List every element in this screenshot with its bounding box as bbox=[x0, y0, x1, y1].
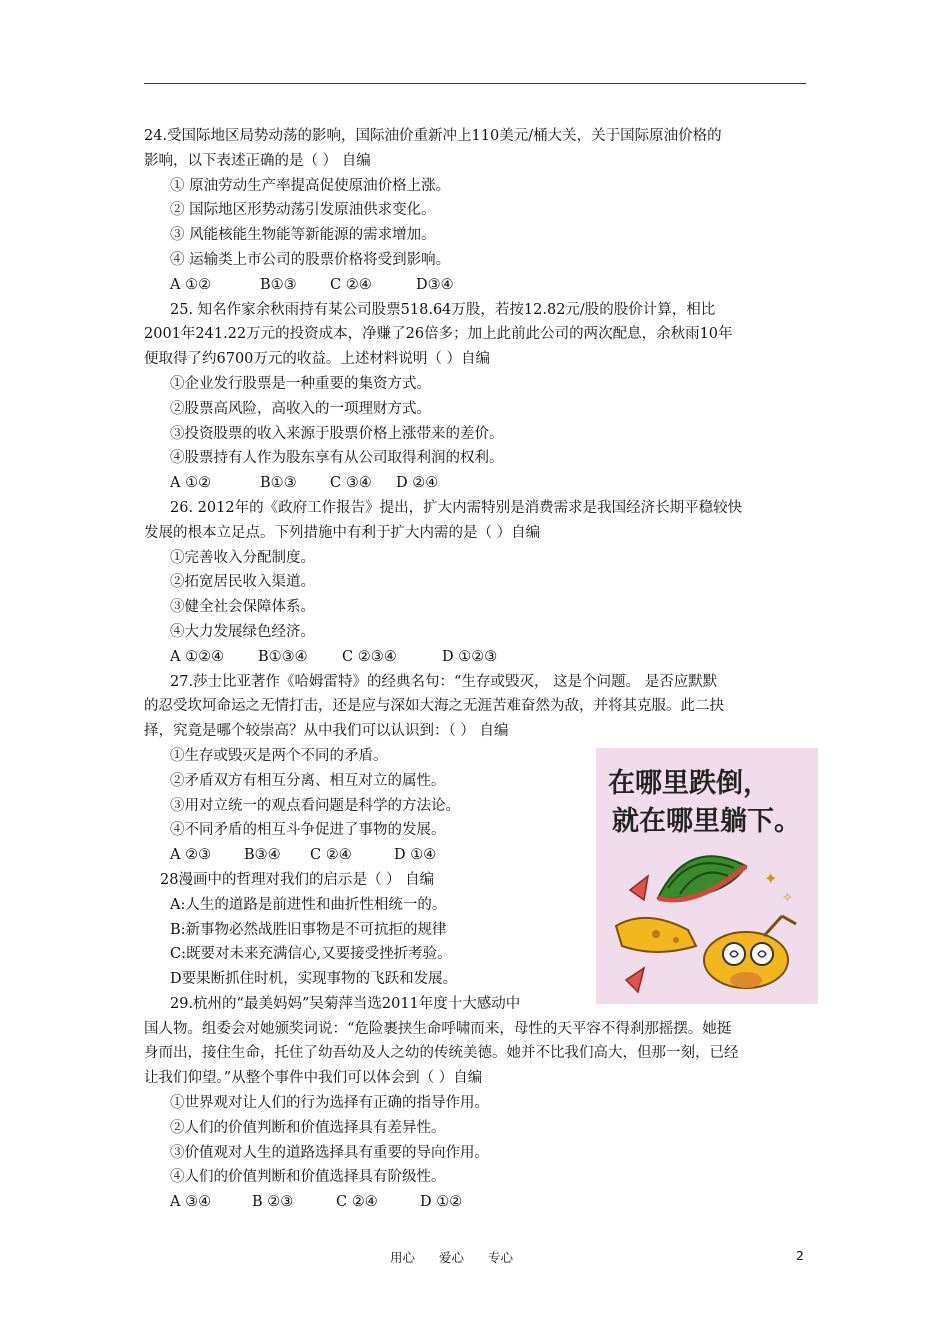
q28-stem: 28漫画中的哲理对我们的启示是（ ） 自编 bbox=[160, 871, 435, 888]
q25-option-2: ②股票高风险，高收入的一项理财方式。 bbox=[170, 400, 431, 417]
q25-stem-line-3: 便取得了约6700万元的收益。上述材料说明（ ）自编 bbox=[144, 351, 491, 368]
q29-answer-d: D ①② bbox=[420, 1194, 463, 1211]
q28-option-a: A:人生的道路是前进性和曲折性相统一的。 bbox=[170, 896, 447, 913]
q29-answer-c: C ②④ bbox=[336, 1194, 378, 1211]
watermelon-icon bbox=[658, 856, 746, 900]
question-list bbox=[144, 124, 806, 1215]
q26-answer-b: B①③④ bbox=[258, 648, 308, 665]
q26-stem-line-2: 发展的根本立足点。下列措施中有利于扩大内需的是（ ）自编 bbox=[144, 524, 541, 541]
q25-option-3: ③投资股票的收入来源于股票价格上涨带来的差价。 bbox=[170, 425, 504, 442]
q24-option-1: ① 原油劳动生产率提高促使原油价格上涨。 bbox=[170, 177, 451, 194]
q27-stem-line-2: 的忍受坎坷命运之无情打击，还是应与深如大海之无涯苦难奋然为敌，并将其克服。此二抉 bbox=[144, 698, 724, 715]
q26-answer-c: C ②③④ bbox=[342, 648, 397, 665]
q24-answer-a: A ①② bbox=[170, 276, 212, 293]
q29-option-1: ①世界观对让人们的行为选择有正确的指导作用。 bbox=[170, 1095, 489, 1112]
q24-stem-line-2: 影响，以下表述正确的是（ ） 自编 bbox=[144, 152, 371, 169]
q24-answer-d: D③④ bbox=[416, 276, 454, 293]
q25-answers bbox=[144, 471, 806, 496]
q29-option-2: ②人们的价值判断和价值选择具有差异性。 bbox=[170, 1119, 446, 1136]
q25-option-4: ④股票持有人作为股东享有从公司取得利润的权利。 bbox=[170, 450, 504, 467]
q27-option-1: ①生存或毁灭是两个不同的矛盾。 bbox=[170, 747, 388, 764]
cartoon-caption-1: 在哪里跌倒， bbox=[608, 768, 770, 799]
q25-answer-d: D ②④ bbox=[396, 475, 439, 492]
cartoon-illustration bbox=[596, 748, 818, 1004]
q29-answer-b: B ②③ bbox=[252, 1194, 294, 1211]
q26-answer-d: D ①②③ bbox=[442, 648, 498, 665]
q29-stem-line-3: 身而出，接住生命，托住了幼吾幼及人之幼的传统美德。她并不比我们高大，但那一刻，已经 bbox=[144, 1045, 739, 1062]
footer-motto: 用心 爱心 专心 bbox=[390, 1250, 513, 1265]
q29-option-4: ④人们的价值判断和价值选择具有阶级性。 bbox=[170, 1169, 446, 1186]
q25-answer-b: B①③ bbox=[260, 475, 297, 492]
q29-answer-a: A ③④ bbox=[170, 1194, 212, 1211]
page-number: 2 bbox=[796, 1248, 804, 1263]
q29-answers bbox=[144, 1190, 806, 1215]
q27-option-4: ④不同矛盾的相互斗争促进了事物的发展。 bbox=[170, 822, 446, 839]
q26-option-1: ①完善收入分配制度。 bbox=[170, 549, 315, 566]
q27-stem-line-3: 择，究竟是哪个较崇高？从中我们可以认识到：（ ） 自编 bbox=[144, 723, 509, 740]
q27-answer-b: B③④ bbox=[244, 847, 281, 864]
q28-option-c: C:既要对未来充满信心,又要接受挫折考验。 bbox=[170, 946, 452, 963]
q25-stem-line-2: 2001年241.22万元的投资成本，净赚了26倍多；加上此前此公司的两次配息，余秋雨10年 bbox=[144, 326, 733, 343]
q24-option-4: ④ 运输类上市公司的股票价格将受到影响。 bbox=[170, 251, 451, 268]
cartoon-caption-2: 就在哪里躺下。 bbox=[612, 806, 801, 837]
giraffe-icon bbox=[616, 916, 796, 988]
q26-option-2: ②拓宽居民收入渠道。 bbox=[170, 574, 315, 591]
q27-answer-c: C ②④ bbox=[310, 847, 352, 864]
cartoon-drawing bbox=[596, 748, 818, 1004]
star-icon: ✧ bbox=[782, 891, 793, 906]
q25-option-1: ①企业发行股票是一种重要的集资方式。 bbox=[170, 375, 431, 392]
q27-answer-a: A ②③ bbox=[170, 847, 212, 864]
q24-answer-c: C ②④ bbox=[330, 276, 372, 293]
q26-option-3: ③健全社会保障体系。 bbox=[170, 599, 315, 616]
q27-answer-d: D ①④ bbox=[394, 847, 437, 864]
q29-stem-line-2: 国人物。组委会对她颁奖词说：“危险裹挟生命呼啸而来，母性的天平容不得刹那摇摆。她挺 bbox=[144, 1020, 732, 1037]
q24-stem-line-1: 24.受国际地区局势动荡的影响，国际油价重新冲上110美元/桶大关，关于国际原油价格的 bbox=[144, 128, 722, 144]
melon-slice-icon bbox=[630, 876, 648, 900]
q29-stem-line-1: 29.杭州的“最美妈妈”吴菊萍当选2011年度十大感动中 bbox=[170, 995, 521, 1012]
q27-option-2: ②矛盾双方有相互分离、相互对立的属性。 bbox=[170, 772, 446, 789]
q25-answer-c: C ③④ bbox=[330, 475, 372, 492]
q26-option-4: ④大力发展绿色经济。 bbox=[170, 623, 315, 640]
q25-stem-line-1: 25. 知名作家余秋雨持有某公司股票518.64万股，若按12.82元/股的股价计算，相比 bbox=[170, 301, 716, 318]
star-icon: ✦ bbox=[764, 869, 778, 888]
q27-answers bbox=[144, 843, 615, 868]
q28-option-d: D要果断抓住时机，实现事物的飞跃和发展。 bbox=[170, 971, 458, 988]
q27-stem-line-1: 27.莎士比亚著作《哈姆雷特》的经典名句：“生存或毁灭， 这是个问题。 是否应默默 bbox=[170, 673, 718, 690]
page-footer bbox=[0, 1248, 950, 1268]
q29-stem-line-4: 让我们仰望。”从整个事件中我们可以体会到（ ）自编 bbox=[144, 1070, 483, 1087]
q29-option-3: ③价值观对人生的道路选择具有重要的导向作用。 bbox=[170, 1144, 489, 1161]
q26-answers bbox=[144, 645, 806, 670]
q25-answer-a: A ①② bbox=[170, 475, 212, 492]
q26-stem-line-1: 26. 2012年的《政府工作报告》提出，扩大内需特别是消费需求是我国经济长期平稳较快 bbox=[170, 499, 743, 516]
q24-answers bbox=[144, 273, 806, 298]
header-rule bbox=[144, 83, 806, 84]
q27-option-3: ③用对立统一的观点看问题是科学的方法论。 bbox=[170, 797, 460, 814]
melon-slice-icon bbox=[626, 968, 644, 992]
q24-option-2: ② 国际地区形势动荡引发原油供求变化。 bbox=[170, 202, 436, 219]
q28-option-b: B:新事物必然战胜旧事物是不可抗拒的规律 bbox=[170, 921, 447, 938]
q24-option-3: ③ 风能核能生物能等新能源的需求增加。 bbox=[170, 227, 436, 244]
q24-answer-b: B①③ bbox=[260, 276, 297, 293]
q26-answer-a: A ①②④ bbox=[170, 648, 225, 665]
